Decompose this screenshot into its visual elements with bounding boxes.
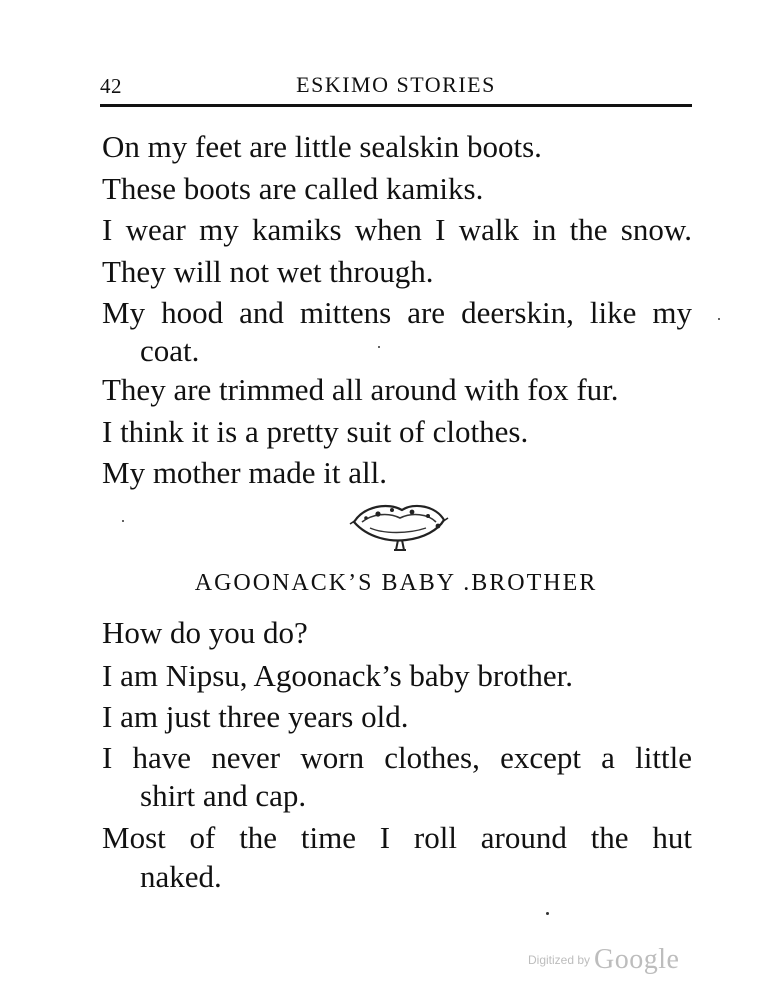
scan-speck: [378, 346, 380, 348]
google-wordmark: Google: [594, 944, 680, 975]
running-title: ESKIMO STORIES: [296, 72, 496, 97]
page-number: 42: [100, 74, 122, 98]
watermark-label: Digitized by: [528, 953, 591, 967]
text-line: They are trimmed all around with fox fur.: [102, 372, 619, 407]
scan-speck: [718, 318, 720, 320]
floral-ornament-icon: [348, 500, 450, 554]
text-line: naked.: [140, 859, 222, 894]
scan-speck: [546, 912, 549, 915]
text-line: shirt and cap.: [140, 778, 307, 813]
text-line: These boots are called kamiks.: [102, 171, 484, 206]
scan-speck: [122, 520, 124, 522]
page-header: [100, 72, 692, 106]
header-rule: [100, 104, 692, 107]
text-line: My mother made it all.: [102, 455, 387, 490]
text-line: How do you do?: [102, 615, 308, 650]
digitized-by-google-watermark: [528, 944, 698, 980]
text-line: I am Nipsu, Agoonack’s baby brother.: [102, 658, 573, 693]
text-line: I have never worn clothes, except a little: [102, 740, 692, 775]
text-line: They will not wet through.: [102, 254, 434, 289]
text-line: On my feet are little sealskin boots.: [102, 129, 542, 164]
text-line: My hood and mittens are deerskin, like my: [102, 295, 692, 330]
text-line: I wear my kamiks when I walk in the snow.: [102, 212, 692, 247]
section-heading: AGOONACK’S BABY .BROTHER: [194, 570, 598, 596]
text-line: Most of the time I roll around the hut: [102, 820, 692, 855]
text-line: I am just three years old.: [102, 699, 409, 734]
text-line: I think it is a pretty suit of clothes.: [102, 414, 529, 449]
text-line: coat.: [140, 333, 200, 368]
